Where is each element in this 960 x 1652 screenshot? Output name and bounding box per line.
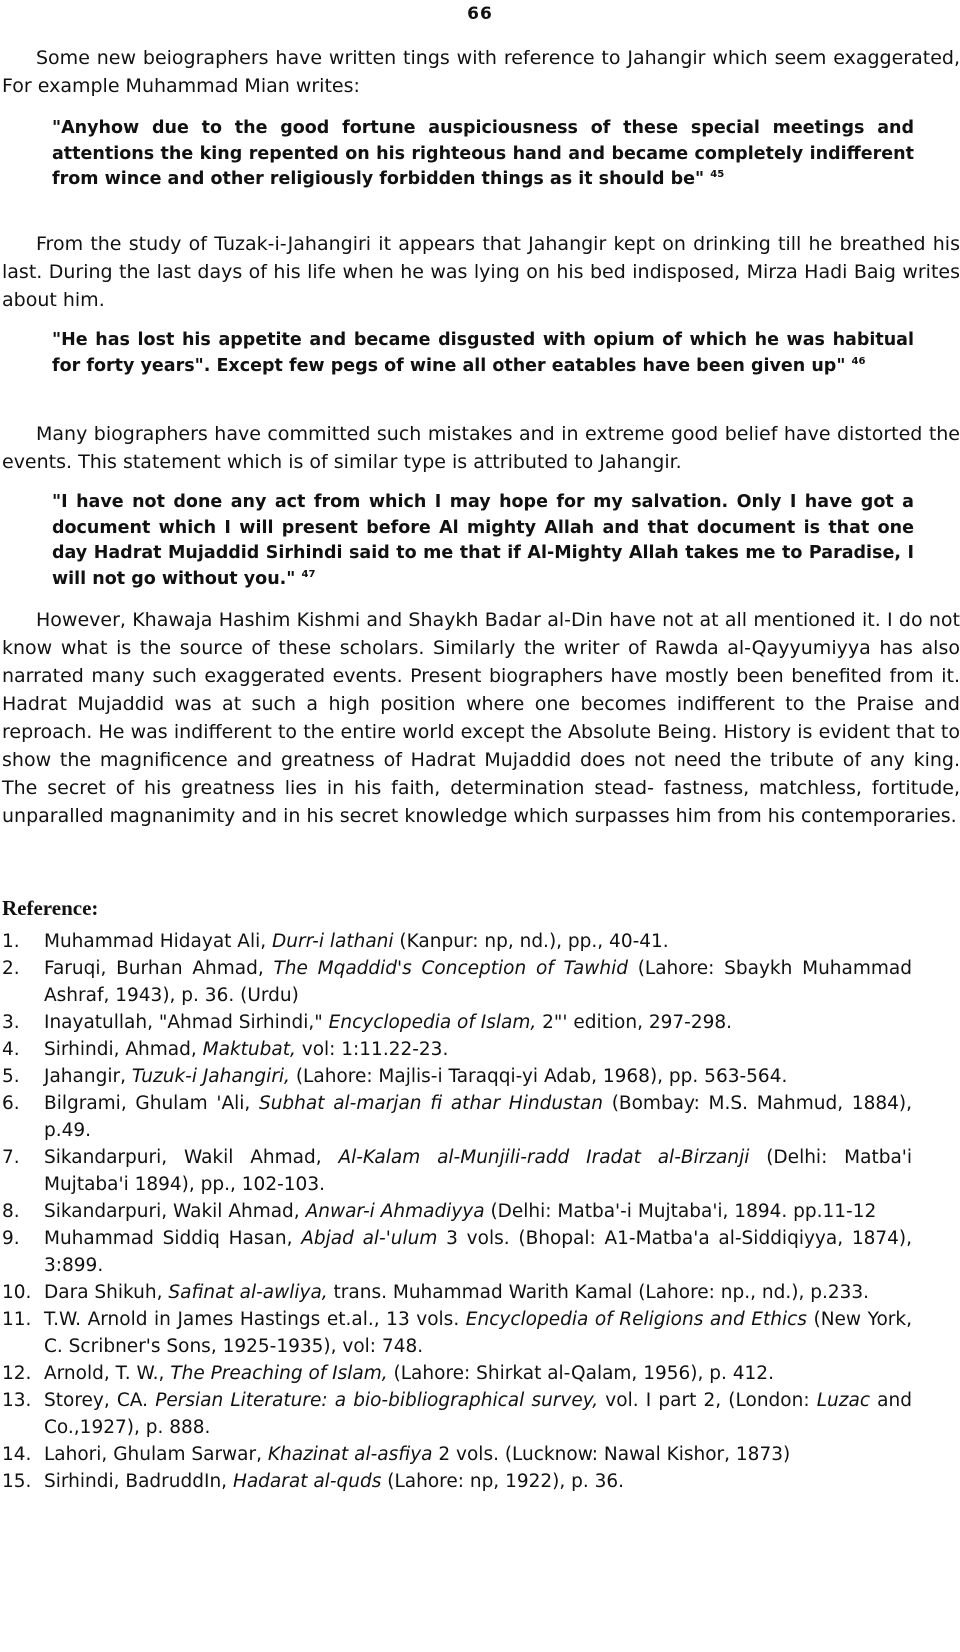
reference-details: (Delhi: Matba'-i Mujtaba'i, 1894. pp.11-12 (484, 1201, 877, 1222)
footnote-marker-47: 47 (301, 568, 316, 580)
reference-details: (New York, C. Scribner's Sons, 1925-1935), vol: 748. (44, 1309, 912, 1357)
reference-item (0, 1198, 960, 1225)
reference-title: Encyclopedia of Religions and Ethics (465, 1309, 807, 1330)
reference-item (0, 955, 960, 1009)
reference-item (0, 1063, 960, 1090)
paragraph-3 (2, 420, 960, 476)
reference-details: (Lahore: np, 1922), p. 36. (381, 1471, 625, 1492)
paragraph-4 (2, 606, 960, 830)
reference-item (0, 1225, 960, 1279)
reference-item (0, 1279, 960, 1306)
reference-author: Jahangir, (44, 1066, 132, 1087)
block-quote-1 (52, 116, 914, 193)
reference-title: Maktubat, (202, 1039, 296, 1060)
reference-title: The Preaching of Islam, (170, 1363, 388, 1384)
reference-item (0, 1090, 960, 1144)
reference-item (0, 1306, 960, 1360)
reference-details: (Lahore: Shirkat al-Qalam, 1956), p. 412. (387, 1363, 774, 1384)
reference-item (0, 1009, 960, 1036)
reference-item (0, 1441, 960, 1468)
reference-author: Sikandarpuri, Wakil Ahmad, (44, 1201, 306, 1222)
reference-number: 2. (2, 958, 20, 979)
reference-title: Anwar-i Ahmadiyya (305, 1201, 485, 1222)
reference-number: 5. (2, 1066, 20, 1087)
reference-title: Hadarat al-quds (232, 1471, 382, 1492)
paragraph-2-text: From the study of Tuzak-i-Jahangiri it appears that Jahangir kept on drinking till he breathed his last. During the last days of his life when he was lying on his bed indisposed, Mirza Hadi Baig writes about him. (2, 233, 960, 311)
reference-title: Tuzuk-i Jahangiri, (131, 1066, 290, 1087)
reference-author: T.W. Arnold in James Hastings et.al., 13 vols. (44, 1309, 466, 1330)
reference-details: (Kanpur: np, nd.), pp., 40-41. (393, 931, 669, 952)
reference-item (0, 1360, 960, 1387)
reference-title: Durr-i lathani (272, 931, 394, 952)
reference-author: Inayatullah, "Ahmad Sirhindi," (44, 1012, 329, 1033)
reference-item (0, 1144, 960, 1198)
reference-item (0, 928, 960, 955)
paragraph-1-text: Some new beiographers have written tings with reference to Jahangir which seem exaggerated, For example Muhammad Mian writes: (2, 47, 960, 97)
reference-publisher: Luzac (816, 1390, 871, 1411)
block-quote-2 (52, 328, 914, 379)
reference-author: Bilgrami, Ghulam 'Ali, (44, 1093, 259, 1114)
reference-author: Muhammad Hidayat Ali, (44, 931, 272, 952)
reference-author: Sikandarpuri, Wakil Ahmad, (44, 1147, 339, 1168)
reference-title: Khazinat al-asfiya (267, 1444, 433, 1465)
reference-number: 1. (2, 931, 20, 952)
reference-number: 8. (2, 1201, 20, 1222)
reference-details: 3 vols. (Bhopal: A1-Matba'a al-Siddiqiyya, 1874), 3:899. (44, 1228, 912, 1276)
reference-number: 4. (2, 1039, 20, 1060)
reference-number: 3. (2, 1012, 20, 1033)
reference-number: 11. (2, 1309, 32, 1330)
reference-details: (Bombay: M.S. Mahmud, 1884), p.49. (44, 1093, 912, 1141)
reference-item (0, 1036, 960, 1063)
block-quote-3 (52, 490, 914, 592)
reference-author: Sirhindi, BadruddIn, (44, 1471, 233, 1492)
reference-details: (Lahore: Majlis-i Taraqqi-yi Adab, 1968), pp. 563-564. (289, 1066, 788, 1087)
block-quote-1-text: "Anyhow due to the good fortune auspiciousness of these special meetings and attentions the king repented on his righteous hand and became completely indifferent from wince and other religiously forbidden things as it should be" (52, 118, 914, 189)
reference-details: vol: 1:11.22-23. (295, 1039, 449, 1060)
reference-title: Persian Literature: a bio-bibliographical survey, (155, 1390, 599, 1411)
block-quote-2-text: "He has lost his appetite and became disgusted with opium of which he was habitual for forty years". Except few pegs of wine all other eatables have been given up" (52, 330, 914, 376)
reference-title: Subhat al-marjan fi athar Hindustan (258, 1093, 603, 1114)
reference-number: 13. (2, 1390, 32, 1411)
reference-number: 6. (2, 1093, 20, 1114)
reference-details: 2"' edition, 297-298. (536, 1012, 733, 1033)
reference-title: Encyclopedia of Islam, (328, 1012, 537, 1033)
reference-number: 10. (2, 1282, 32, 1303)
reference-list (0, 928, 960, 1495)
reference-author: Sirhindi, Ahmad, (44, 1039, 203, 1060)
block-quote-3-text: "I have not done any act from which I may hope for my salvation. Only I have got a document which I will present before Al mighty Allah and that document is that one day Hadrat Mujaddid Sirhindi said to me that if Al-Mighty Allah takes me to Paradise, I will not go without you." (52, 492, 914, 589)
reference-title: Al-Kalam al-Munjili-radd Iradat al-Birzanji (338, 1147, 750, 1168)
reference-details: trans. Muhammad Warith Kamal (Lahore: np., nd.), p.233. (327, 1282, 870, 1303)
reference-author: Lahori, Ghulam Sarwar, (44, 1444, 268, 1465)
reference-details: (Delhi: Matba'i Mujtaba'i 1894), pp., 102-103. (44, 1147, 913, 1195)
footnote-marker-46: 46 (851, 355, 866, 367)
reference-title: The Mqaddid's Conception of Tawhid (273, 958, 628, 979)
reference-number: 9. (2, 1228, 20, 1249)
reference-details-continued: and Co.,1927), p. 888. (44, 1390, 912, 1438)
reference-item (0, 1387, 960, 1441)
footnote-marker-45: 45 (710, 169, 725, 181)
reference-number: 15. (2, 1471, 32, 1492)
paragraph-1 (2, 44, 960, 100)
reference-title: Abjad al-'ulum (301, 1228, 438, 1249)
paragraph-4-text: However, Khawaja Hashim Kishmi and Shaykh Badar al-Din have not at all mentioned it. I do not know what is the source of these scholars. Similarly the writer of Rawda al-Qayyumiyya has also narrated many such exaggerated events. Present biographers have mostly been benefited from it. Hadrat Mujaddid was at such a high position where one becomes indifferent to the Praise and reproach. He was indifferent to the entire world except the Absolute Being. History is evident that to show the magnificence and greatness of Hadrat Mujaddid does not need the tribute of any king. The secret of his greatness lies in his faith, determination stead- fastness, matchless, fortitude, unparalled magnanimity and in his secret knowledge which surpasses him from his contemporaries. (2, 609, 960, 827)
reference-author: Muhammad Siddiq Hasan, (44, 1228, 302, 1249)
reference-author: Dara Shikuh, (44, 1282, 169, 1303)
page-number: 66 (467, 4, 493, 24)
reference-details: (Lahore: Sbaykh Muhammad Ashraf, 1943), p. 36. (Urdu) (44, 958, 912, 1006)
reference-author: Arnold, T. W., (44, 1363, 171, 1384)
reference-author: Storey, CA. (44, 1390, 156, 1411)
reference-number: 12. (2, 1363, 32, 1384)
reference-author: Faruqi, Burhan Ahmad, (44, 958, 274, 979)
reference-details: 2 vols. (Lucknow: Nawal Kishor, 1873) (432, 1444, 791, 1465)
reference-heading: Reference: (2, 896, 99, 920)
paragraph-3-text: Many biographers have committed such mistakes and in extreme good belief have distorted the events. This statement which is of similar type is attributed to Jahangir. (2, 423, 960, 473)
reference-number: 14. (2, 1444, 32, 1465)
reference-item (0, 1468, 960, 1495)
reference-number: 7. (2, 1147, 20, 1168)
reference-details: vol. I part 2, (London: (598, 1390, 817, 1411)
paragraph-2 (2, 230, 960, 314)
reference-title: Safinat al-awliya, (168, 1282, 328, 1303)
